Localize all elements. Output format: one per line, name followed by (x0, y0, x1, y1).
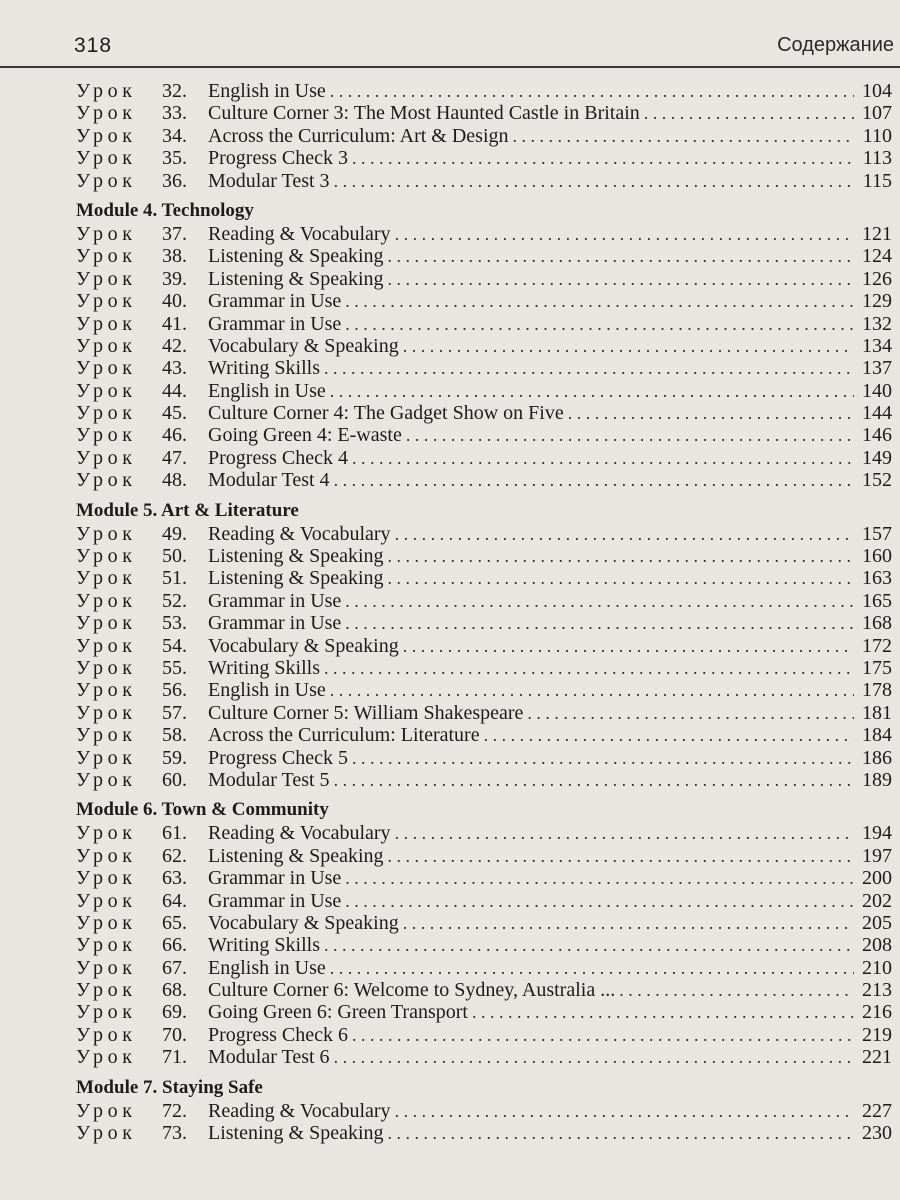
lesson-number: 61. (162, 822, 187, 845)
lesson-label: Урок (76, 522, 137, 545)
toc-entry (76, 590, 892, 612)
dot-leader (324, 358, 854, 379)
lesson-number: 49. (162, 522, 187, 545)
toc-entry (76, 102, 892, 124)
page-ref: 126 (862, 267, 892, 290)
page-ref: 213 (862, 979, 892, 1002)
dot-leader (395, 524, 854, 545)
lesson-title: Culture Corner 6: Welcome to Sydney, Australia ... (208, 979, 616, 1002)
dot-leader (472, 1002, 854, 1023)
lesson-title: Progress Check 5 (208, 746, 348, 769)
toc-entry (76, 402, 892, 424)
lesson-title: Across the Curriculum: Literature (208, 724, 480, 747)
lesson-label: Урок (76, 446, 137, 469)
page-ref: 216 (862, 1001, 892, 1024)
lesson-label: Урок (76, 889, 137, 912)
toc-entry (76, 724, 892, 746)
page-ref: 202 (862, 889, 892, 912)
page-ref: 175 (862, 656, 892, 679)
dot-leader (619, 980, 854, 1001)
lesson-number: 46. (162, 424, 187, 447)
lesson-label: Урок (76, 768, 137, 791)
lesson-label: Урок (76, 867, 137, 890)
page-ref: 132 (862, 312, 892, 335)
dot-leader (345, 314, 854, 335)
lesson-number: 51. (162, 567, 187, 590)
lesson-title: Grammar in Use (208, 889, 342, 912)
lesson-number: 68. (162, 979, 187, 1002)
dot-leader (334, 171, 854, 192)
lesson-label: Урок (76, 1122, 137, 1145)
toc-entry (76, 313, 892, 335)
toc-entry (76, 912, 892, 934)
toc-entry (76, 290, 892, 312)
lesson-title: English in Use (208, 956, 326, 979)
toc-entry (76, 702, 892, 724)
dot-leader (330, 381, 854, 402)
lesson-title: Going Green 4: E-waste (208, 424, 402, 447)
lesson-title: Modular Test 3 (208, 169, 330, 192)
lesson-label: Урок (76, 147, 137, 170)
lesson-title: Culture Corner 4: The Gadget Show on Five (208, 402, 564, 425)
lesson-title: Vocabulary & Speaking (208, 911, 399, 934)
toc-entry (76, 335, 892, 357)
toc-entry (76, 170, 892, 192)
lesson-number: 41. (162, 312, 187, 335)
lesson-label: Урок (76, 979, 137, 1002)
lesson-title: Across the Curriculum: Art & Design (208, 124, 509, 147)
lesson-label: Урок (76, 634, 137, 657)
lesson-title: Listening & Speaking (208, 1122, 384, 1145)
lesson-title: Reading & Vocabulary (208, 222, 391, 245)
page-ref: 113 (862, 147, 892, 170)
lesson-number: 47. (162, 446, 187, 469)
lesson-label: Урок (76, 334, 137, 357)
lesson-number: 70. (162, 1023, 187, 1046)
toc-entry (76, 80, 892, 102)
dot-leader (388, 546, 854, 567)
lesson-title: English in Use (208, 679, 326, 702)
toc-entry (76, 612, 892, 634)
page-ref: 186 (862, 746, 892, 769)
lesson-label: Урок (76, 545, 137, 568)
toc-entry (76, 223, 892, 245)
lesson-title: Modular Test 5 (208, 768, 330, 791)
page-ref: 181 (862, 701, 892, 724)
dot-leader (644, 103, 854, 124)
lesson-title: Listening & Speaking (208, 245, 384, 268)
lesson-number: 69. (162, 1001, 187, 1024)
lesson-number: 58. (162, 724, 187, 747)
lesson-title: Grammar in Use (208, 867, 342, 890)
lesson-number: 44. (162, 379, 187, 402)
lesson-title: Grammar in Use (208, 589, 342, 612)
page-ref: 152 (862, 469, 892, 492)
lesson-label: Урок (76, 424, 137, 447)
toc-entry (76, 845, 892, 867)
lesson-label: Урок (76, 1023, 137, 1046)
page-ref: 208 (862, 934, 892, 957)
lesson-number: 42. (162, 334, 187, 357)
page-ref: 184 (862, 724, 892, 747)
lesson-number: 63. (162, 867, 187, 890)
lesson-title: Listening & Speaking (208, 567, 384, 590)
dot-leader (403, 336, 854, 357)
page-ref: 172 (862, 634, 892, 657)
dot-leader (330, 958, 854, 979)
toc-entry (76, 245, 892, 267)
page-ref: 121 (862, 222, 892, 245)
dot-leader (406, 425, 854, 446)
lesson-label: Урок (76, 290, 137, 313)
dot-leader (403, 636, 854, 657)
dot-leader (334, 1047, 854, 1068)
dot-leader (527, 703, 854, 724)
lesson-number: 36. (162, 169, 187, 192)
lesson-number: 55. (162, 656, 187, 679)
lesson-title: Listening & Speaking (208, 844, 384, 867)
page-ref: 178 (862, 679, 892, 702)
lesson-title: Grammar in Use (208, 290, 342, 313)
lesson-label: Урок (76, 169, 137, 192)
lesson-title: Progress Check 3 (208, 147, 348, 170)
dot-leader (388, 568, 854, 589)
lesson-label: Урок (76, 701, 137, 724)
lesson-label: Урок (76, 589, 137, 612)
lesson-number: 52. (162, 589, 187, 612)
lesson-title: Listening & Speaking (208, 267, 384, 290)
lesson-title: English in Use (208, 80, 326, 102)
lesson-label: Урок (76, 222, 137, 245)
lesson-label: Урок (76, 679, 137, 702)
page-ref: 221 (862, 1046, 892, 1069)
lesson-label: Урок (76, 1099, 137, 1122)
page-ref: 124 (862, 245, 892, 268)
lesson-number: 48. (162, 469, 187, 492)
lesson-number: 62. (162, 844, 187, 867)
lesson-title: Modular Test 6 (208, 1046, 330, 1069)
lesson-number: 50. (162, 545, 187, 568)
lesson-label: Урок (76, 402, 137, 425)
running-title: Содержание (777, 34, 894, 56)
lesson-title: Vocabulary & Speaking (208, 334, 399, 357)
dot-leader (352, 148, 854, 169)
lesson-number: 39. (162, 267, 187, 290)
module-heading: Module 7. Staying Safe (76, 1076, 263, 1098)
toc-entry (76, 635, 892, 657)
dot-leader (324, 935, 854, 956)
toc-entry (76, 268, 892, 290)
dot-leader (334, 470, 854, 491)
lesson-label: Урок (76, 469, 137, 492)
lesson-number: 40. (162, 290, 187, 313)
page-ref: 137 (862, 357, 892, 380)
toc-entry (76, 545, 892, 567)
lesson-number: 38. (162, 245, 187, 268)
lesson-number: 73. (162, 1122, 187, 1145)
lesson-title: Culture Corner 5: William Shakespeare (208, 701, 524, 724)
page-ref: 219 (862, 1023, 892, 1046)
lesson-title: Going Green 6: Green Transport (208, 1001, 468, 1024)
lesson-label: Урок (76, 822, 137, 845)
lesson-label: Урок (76, 911, 137, 934)
lesson-label: Урок (76, 124, 137, 147)
lesson-label: Урок (76, 379, 137, 402)
page-header (0, 30, 900, 68)
lesson-title: Writing Skills (208, 357, 320, 380)
toc-entry (76, 1001, 892, 1023)
table-of-contents (76, 80, 892, 1144)
dot-leader (330, 81, 854, 102)
lesson-number: 54. (162, 634, 187, 657)
module-heading: Module 4. Technology (76, 199, 254, 221)
lesson-label: Урок (76, 746, 137, 769)
lesson-label: Урок (76, 956, 137, 979)
lesson-number: 67. (162, 956, 187, 979)
lesson-title: Progress Check 4 (208, 446, 348, 469)
toc-entry (76, 125, 892, 147)
lesson-label: Урок (76, 934, 137, 957)
dot-leader (395, 823, 854, 844)
toc-entry (76, 357, 892, 379)
module-heading: Module 6. Town & Community (76, 799, 329, 821)
dot-leader (513, 126, 854, 147)
toc-entry (76, 469, 892, 491)
page-ref: 194 (862, 822, 892, 845)
lesson-label: Урок (76, 656, 137, 679)
lesson-number: 72. (162, 1099, 187, 1122)
lesson-title: Modular Test 4 (208, 469, 330, 492)
lesson-number: 59. (162, 746, 187, 769)
page-number: 318 (74, 34, 113, 57)
dot-leader (352, 748, 854, 769)
lesson-number: 57. (162, 701, 187, 724)
lesson-label: Урок (76, 844, 137, 867)
toc-entry (76, 1024, 892, 1046)
dot-leader (484, 725, 854, 746)
page-ref: 146 (862, 424, 892, 447)
dot-leader (388, 846, 854, 867)
page-ref: 230 (862, 1122, 892, 1145)
dot-leader (330, 680, 854, 701)
page-ref: 197 (862, 844, 892, 867)
toc-entry (76, 890, 892, 912)
lesson-title: Writing Skills (208, 656, 320, 679)
lesson-number: 34. (162, 124, 187, 147)
dot-leader (568, 403, 854, 424)
dot-leader (324, 658, 854, 679)
toc-entry (76, 567, 892, 589)
lesson-title: English in Use (208, 379, 326, 402)
toc-entry (76, 523, 892, 545)
dot-leader (395, 1101, 854, 1122)
lesson-label: Урок (76, 1001, 137, 1024)
toc-entry (76, 1046, 892, 1068)
toc-entry (76, 1100, 892, 1122)
lesson-number: 35. (162, 147, 187, 170)
lesson-number: 65. (162, 911, 187, 934)
lesson-title: Vocabulary & Speaking (208, 634, 399, 657)
toc-entry (76, 447, 892, 469)
lesson-label: Урок (76, 724, 137, 747)
lesson-title: Progress Check 6 (208, 1023, 348, 1046)
lesson-number: 56. (162, 679, 187, 702)
page-ref: 168 (862, 612, 892, 635)
lesson-number: 60. (162, 768, 187, 791)
dot-leader (352, 448, 854, 469)
toc-entry (76, 822, 892, 844)
page-ref: 210 (862, 956, 892, 979)
toc-entry (76, 867, 892, 889)
dot-leader (345, 891, 854, 912)
lesson-label: Урок (76, 357, 137, 380)
toc-entry (76, 657, 892, 679)
dot-leader (334, 770, 854, 791)
page-ref: 129 (862, 290, 892, 313)
toc-entry (76, 1122, 892, 1144)
page-ref: 205 (862, 911, 892, 934)
lesson-number: 66. (162, 934, 187, 957)
page-ref: 134 (862, 334, 892, 357)
toc-entry (76, 747, 892, 769)
lesson-title: Culture Corner 3: The Most Haunted Castle in Britain (208, 102, 640, 125)
page-ref: 107 (862, 102, 892, 125)
toc-entry (76, 147, 892, 169)
dot-leader (345, 591, 854, 612)
lesson-number: 71. (162, 1046, 187, 1069)
page-ref: 227 (862, 1099, 892, 1122)
lesson-label: Урок (76, 1046, 137, 1069)
lesson-number: 43. (162, 357, 187, 380)
dot-leader (395, 224, 854, 245)
toc-entry (76, 679, 892, 701)
lesson-label: Урок (76, 80, 137, 102)
lesson-label: Урок (76, 245, 137, 268)
dot-leader (345, 868, 854, 889)
page-ref: 189 (862, 768, 892, 791)
dot-leader (352, 1025, 854, 1046)
lesson-number: 33. (162, 102, 187, 125)
toc-entry (76, 424, 892, 446)
dot-leader (388, 1123, 854, 1144)
lesson-label: Урок (76, 312, 137, 335)
lesson-number: 53. (162, 612, 187, 635)
page-ref: 149 (862, 446, 892, 469)
page-ref: 104 (862, 80, 892, 102)
page-ref: 157 (862, 522, 892, 545)
dot-leader (388, 246, 854, 267)
page-ref: 110 (862, 124, 892, 147)
lesson-number: 37. (162, 222, 187, 245)
lesson-title: Listening & Speaking (208, 545, 384, 568)
lesson-title: Grammar in Use (208, 312, 342, 335)
toc-entry (76, 769, 892, 791)
lesson-title: Reading & Vocabulary (208, 522, 391, 545)
toc-entry (76, 934, 892, 956)
lesson-title: Reading & Vocabulary (208, 822, 391, 845)
lesson-title: Writing Skills (208, 934, 320, 957)
lesson-label: Урок (76, 102, 137, 125)
toc-entry (76, 957, 892, 979)
lesson-title: Grammar in Use (208, 612, 342, 635)
page-ref: 140 (862, 379, 892, 402)
page-ref: 200 (862, 867, 892, 890)
lesson-label: Урок (76, 567, 137, 590)
dot-leader (403, 913, 854, 934)
page-ref: 165 (862, 589, 892, 612)
lesson-label: Урок (76, 267, 137, 290)
dot-leader (388, 269, 854, 290)
lesson-label: Урок (76, 612, 137, 635)
lesson-number: 32. (162, 80, 187, 102)
page-ref: 144 (862, 402, 892, 425)
lesson-title: Reading & Vocabulary (208, 1099, 391, 1122)
dot-leader (345, 291, 854, 312)
lesson-number: 45. (162, 402, 187, 425)
page-ref: 115 (862, 169, 892, 192)
module-heading: Module 5. Art & Literature (76, 499, 299, 521)
lesson-number: 64. (162, 889, 187, 912)
page-ref: 160 (862, 545, 892, 568)
page-ref: 163 (862, 567, 892, 590)
toc-entry (76, 380, 892, 402)
dot-leader (345, 613, 854, 634)
toc-entry (76, 979, 892, 1001)
